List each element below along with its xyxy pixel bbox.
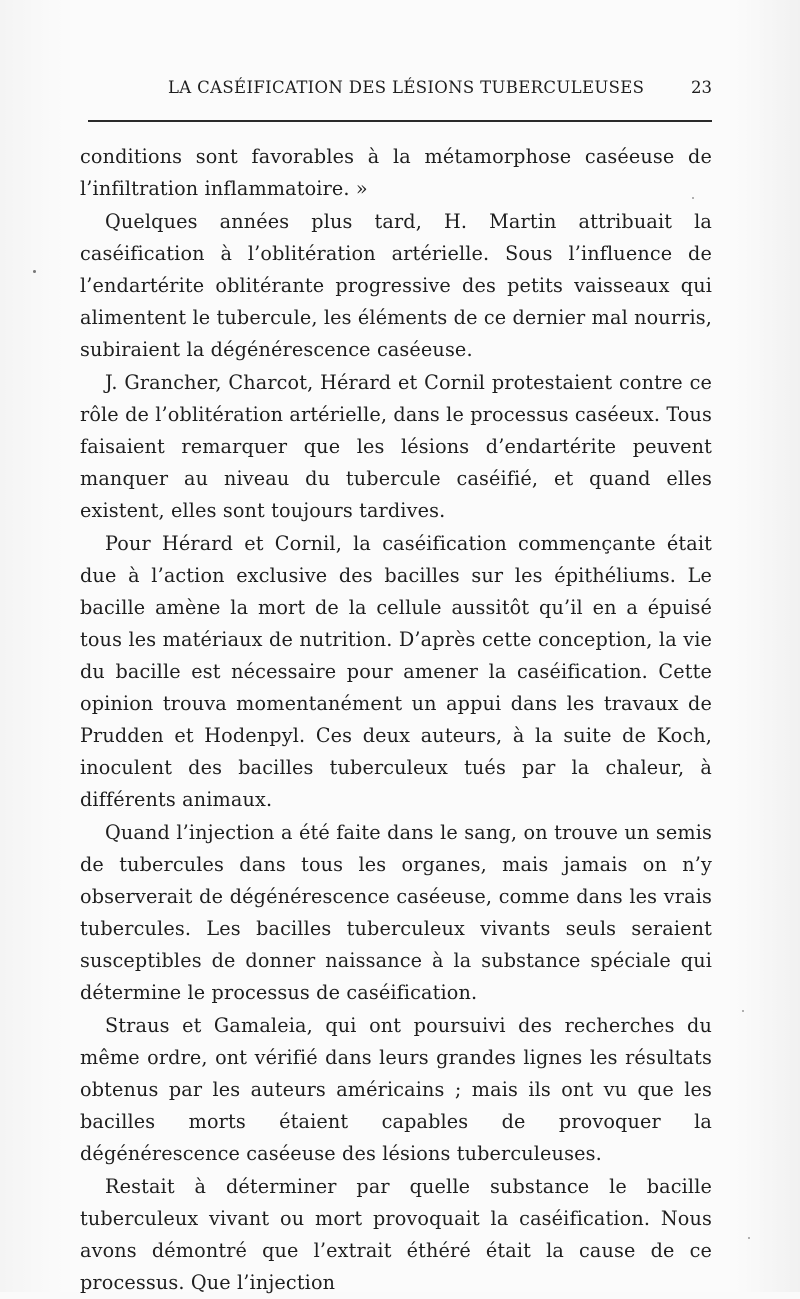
paragraph-grancher: J. Grancher, Charcot, Hérard et Cornil protestaient contre ce rôle de l’oblitération artérielle, dans le processus caséeux. Tous faisaient remarquer que les lésions d’endartérite peuvent manquer au niveau du tubercule caséifié, et quand elles existent, elles sont toujours tardives. [80, 371, 712, 522]
paragraph-substance: Restait à déterminer par quelle substance le bacille tuberculeux vivant ou mort provoquait la caséification. Nous avons démontré que l’extrait éthéré était la cause de ce processus. Que l’injection [80, 1175, 712, 1294]
margin-mark [33, 270, 36, 273]
body-text [80, 141, 712, 1299]
paragraph-injection: Quand l’injection a été faite dans le sang, on trouve un semis de tubercules dans tous les organes, mais jamais on n’y observerait de dégénérescence caséeuse, comme dans les vrais tubercules. Les bacilles tuberculeux vivants seuls seraient susceptibles de donner naissance à la substance spéciale qui détermine le processus de caséification. [80, 821, 712, 1004]
paragraph-straus: Straus et Gamaleia, qui ont poursuivi des recherches du même ordre, ont vérifié dans leurs grandes lignes les résultats obtenus par les auteurs américains ; mais ils ont vu que les bacilles morts étaient capables de provoquer la dégénérescence caséeuse des lésions tuberculeuses. [80, 1014, 712, 1165]
header-rule [88, 120, 712, 122]
paper-speck [748, 1237, 750, 1239]
paragraph-continuation: conditions sont favorables à la métamorphose caséeuse de l’infiltration inflammatoire. » [80, 145, 712, 200]
page-number: 23 [691, 78, 712, 97]
paragraph-herard-cornil: Pour Hérard et Cornil, la caséification commençante était due à l’action exclusive des bacilles sur les épithéliums. Le bacille amène la mort de la cellule aussitôt qu’il en a épuisé tous les matériaux de nutrition. D’après cette conception, la vie du bacille est nécessaire pour amener la caséification. Cette opinion trouva momentanément un appui dans les travaux de Prudden et Hodenpyl. Ces deux auteurs, à la suite de Koch, inoculent des bacilles tuberculeux tués par la chaleur, à différents animaux. [80, 532, 712, 811]
running-head [78, 78, 712, 106]
paper-speck [742, 1010, 744, 1012]
paragraph-martin: Quelques années plus tard, H. Martin attribuait la caséification à l’oblitération artérielle. Sous l’influence de l’endartérite oblitérante progressive des petits vaisseaux qui alimentent le tubercule, les éléments de ce dernier mal nourris, subiraient la dégénérescence caséeuse. [80, 210, 712, 361]
running-title: LA CASÉIFICATION DES LÉSIONS TUBERCULEUSES [168, 78, 645, 97]
